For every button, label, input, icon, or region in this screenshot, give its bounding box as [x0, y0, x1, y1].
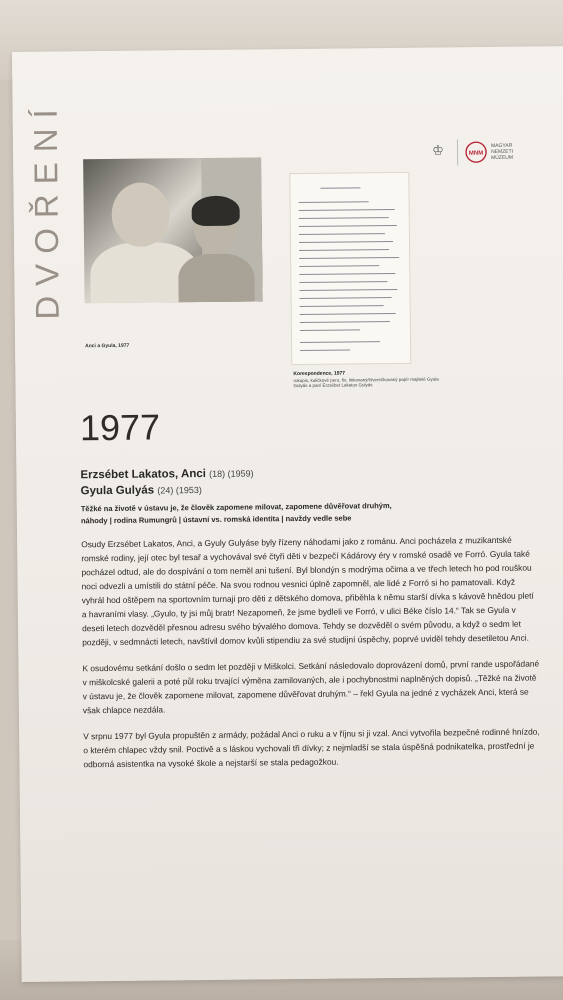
- person-1-name: Erzsébet Lakatos, Anci: [80, 467, 206, 482]
- couple-photo: [83, 157, 262, 303]
- section-title: DVOŘENÍ: [26, 99, 66, 320]
- paragraph-2: K osudovému setkání došlo o sedm let později v Miškolci. Setkání následovalo doprovázení domů, první rande uspořádané v miškolcské galerii a poté půl roku trvající výměna zamilovaných, ale i pochybnostmi naplněných dopisů. „Těžké na životě v ústavu je, že člověk zapomene milovat, zapomene důvěřovat druhým.“ – řekl Gyula na jedné z vycházek Anci, která se však chlapce nezdála.: [82, 658, 540, 716]
- exhibition-panel: [12, 46, 563, 982]
- logo-divider: [457, 139, 458, 165]
- letter-caption-text: rukopis, kuličkové pero, fix, linkovaný/čtverečkovaný papír majitelé Gyula Gulyás a paní Erzsébet Lakatos Gulyás: [293, 376, 439, 389]
- person-2-name: Gyula Gulyás: [80, 484, 155, 498]
- tags-line: náhody | rodina Rumungrů | ústavní vs. romská identita | navždy vedle sebe: [80, 513, 352, 526]
- year-heading: 1977: [79, 406, 161, 449]
- person-2: [81, 484, 202, 497]
- person-2-details: (24) (1953): [157, 485, 202, 496]
- letter-caption: [293, 370, 443, 389]
- mnm-mark: MNM: [468, 150, 484, 157]
- letter-image: [289, 172, 411, 365]
- letter-caption-title: Korespondence, 1977: [293, 370, 346, 378]
- museum-name: MAGYAR NEMZETI MÚZEUM: [490, 142, 514, 161]
- paragraph-1: Osudy Erzsébet Lakatos, Anci, a Gyuly Gulyáse byly řízeny náhodami jako z románu. Anci pocházela z muzikantské romské rodiny, její otec byl tesař a vychovával své čtyři děti v bezpečí Kádárovy éry v romské osadě ve Forró. Gyula také pocházel odtud, ale do dospívání o tom neměl ani tušení. Byl blondýn s modrýma očima a ve třech letech ho pod rouškou noci odvezli a umístili do státní péče. Na svou rodnou vesnici úplně zapomněl, ale lidé z Forró si ho pamatovali. Když vyhrál hod oštěpem na sportovním turnaji pro děti z dětského domova, přiběhla k němu starší dívka s kávově hnědou pletí a havraními vlasy. „Gyulo, ty jsi můj bratr! Nezapomeň, že jsme bydleli ve Forró, v ulici Béke číslo 14.“ Tak se Gyula v deseti letech dozvěděl přesnou adresu svého bývalého domova. Tehdy se dozvěděl o svém původu, a když o sedm let později, v sedmnácti letech, navštívil domov kvůli stipendiu za své studijní úspěchy, poprvé uviděl tehdy desetiletou Anci.: [81, 534, 534, 648]
- paragraph-3: V srpnu 1977 byl Gyula propuštěn z armády, požádal Anci o ruku a v říjnu si ji vzal. Anci vytvořila bezpečné rodinné hnízdo, o kterém chlapec vždy snil. Poctivě a s láskou vychovali tři dívky; z nejmladší se stala úspěšná podnikatelka, prostřední je odborná asistentka na vysoké škole a nejstarší se stala pedagožkou.: [83, 726, 540, 770]
- body-text: [81, 533, 542, 784]
- photo-caption: Anci a Gyula, 1977: [85, 342, 130, 350]
- quote-line: Těžké na životě v ústavu je, že člověk zapomene milovat, zapomene důvěřovat druhým,: [80, 501, 392, 514]
- logos: [431, 138, 551, 169]
- mnm-logo-icon: [465, 141, 487, 163]
- person-1: [80, 467, 253, 481]
- government-crest-icon: ♔: [432, 142, 444, 158]
- person-1-details: (18) (1959): [209, 468, 254, 479]
